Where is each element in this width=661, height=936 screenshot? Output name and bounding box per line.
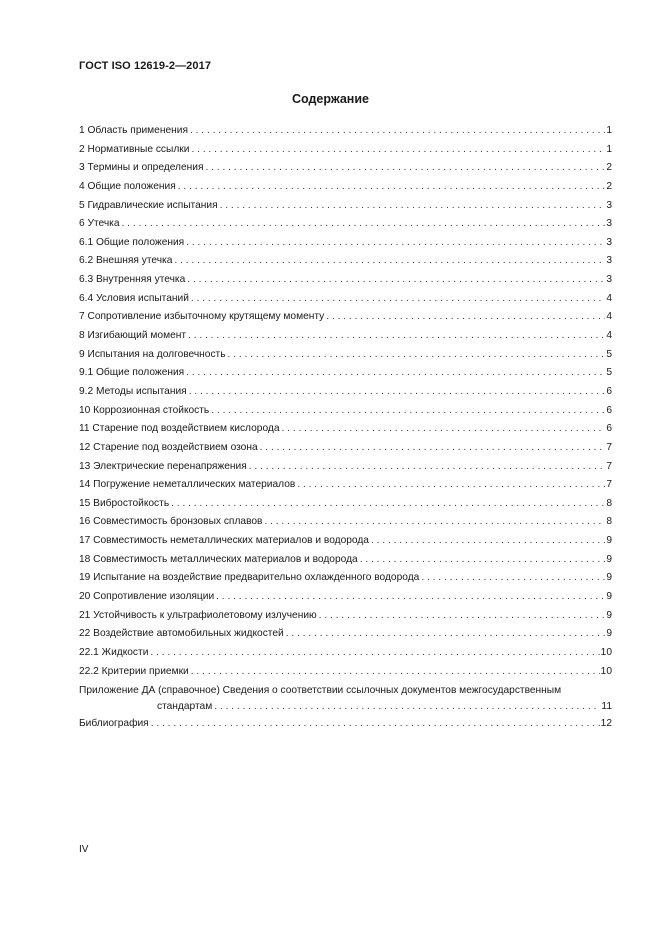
toc-entry-25[interactable] (79, 569, 612, 588)
toc-entry-22[interactable] (79, 513, 612, 532)
toc-leader-dots (264, 513, 605, 532)
toc-entry-1[interactable] (79, 122, 612, 141)
toc-entry-5[interactable] (79, 197, 612, 216)
toc-entry-4[interactable] (79, 178, 612, 197)
toc-entry-page: 11 (601, 701, 612, 713)
toc-entry-30[interactable] (79, 663, 612, 682)
toc-entry-24[interactable] (79, 551, 612, 570)
toc-leader-dots (191, 141, 605, 160)
toc-leader-dots (171, 495, 605, 514)
toc-entry-page: 9 (606, 572, 612, 584)
toc-leader-dots (174, 252, 605, 271)
toc-entry-page: 6 (606, 404, 612, 416)
toc-entry-page: 8 (606, 516, 612, 528)
toc-entry-label: 12 Старение под воздействием озона (79, 441, 258, 453)
toc-entry-page: 3 (606, 274, 612, 286)
toc-entry-8[interactable] (79, 252, 612, 271)
toc-entry-page: 5 (606, 348, 612, 360)
toc-entry-29[interactable] (79, 644, 612, 663)
toc-entry-label: 17 Совместимость неметаллических материалов и водорода (79, 535, 369, 547)
toc-entry-page: 7 (606, 441, 612, 453)
toc-entry-page: 2 (606, 162, 612, 174)
toc-leader-dots (421, 569, 605, 588)
toc-entry-15[interactable] (79, 383, 612, 402)
toc-entry-page: 1 (606, 125, 612, 136)
toc-entry-label: 8 Изгибающий момент (79, 330, 187, 342)
toc-leader-dots (189, 383, 606, 402)
toc-leader-dots (297, 476, 605, 495)
toc-entry-9[interactable] (79, 271, 612, 290)
toc-entry-label: 2 Нормативные ссылки (79, 143, 190, 155)
toc-entry-17[interactable] (79, 420, 612, 439)
toc-leader-dots (326, 308, 605, 327)
toc-entry-label: 1 Область применения (79, 125, 188, 136)
toc-entry-11[interactable] (79, 308, 612, 327)
toc-entry-page: 9 (606, 553, 612, 565)
toc-entry-7[interactable] (79, 234, 612, 253)
toc-entry-page: 3 (606, 236, 612, 248)
toc-leader-dots (216, 588, 605, 607)
toc-leader-dots (319, 607, 606, 626)
toc-leader-dots (360, 551, 606, 570)
toc-entry-20[interactable] (79, 476, 612, 495)
toc-entry-label: 3 Термины и определения (79, 162, 204, 174)
toc-entry-page: 9 (606, 535, 612, 547)
toc-entry-label: 16 Совместимость бронзовых сплавов (79, 516, 263, 528)
toc-entry-26[interactable] (79, 588, 612, 607)
document-code: ГОСТ ISO 12619-2—2017 (79, 60, 212, 72)
toc-leader-dots (191, 290, 605, 309)
toc-entry-12[interactable] (79, 327, 612, 346)
toc-entry-page: 7 (606, 479, 612, 491)
table-of-contents (79, 122, 612, 734)
toc-entry-label: 18 Совместимость металлических материалов и водорода (79, 553, 358, 565)
toc-leader-dots (371, 532, 605, 551)
toc-entry-label: 22.2 Критерии приемки (79, 665, 189, 677)
toc-entry-page: 4 (606, 292, 612, 304)
toc-entry-page: 3 (606, 218, 612, 230)
toc-entry-page: 2 (606, 180, 612, 192)
toc-entry-page: 9 (606, 591, 612, 603)
toc-entry-label: 22 Воздействие автомобильных жидкостей (79, 628, 284, 640)
toc-entry-page: 10 (600, 646, 612, 658)
toc-entry-page: 9 (606, 628, 612, 640)
toc-entry-27[interactable] (79, 607, 612, 626)
toc-entry-label: 6.2 Внешняя утечка (79, 255, 173, 267)
toc-entry-page: 4 (606, 311, 612, 323)
toc-entry-page: 9 (606, 609, 612, 621)
toc-entry-page: 3 (606, 199, 612, 211)
page-number: IV (79, 844, 89, 855)
toc-entry-14[interactable] (79, 364, 612, 383)
toc-leader-dots (151, 715, 600, 734)
toc-entry-21[interactable] (79, 495, 612, 514)
appendix-continuation (79, 699, 612, 715)
toc-entry-label: 6.3 Внутренняя утечка (79, 274, 186, 286)
toc-leader-dots (186, 364, 605, 383)
toc-leader-dots (249, 458, 606, 477)
toc-entry-18[interactable] (79, 439, 612, 458)
toc-leader-dots (286, 625, 606, 644)
toc-entry-page: 3 (606, 255, 612, 267)
appendix-title-continued: стандартам (157, 701, 213, 713)
toc-leader-dots (282, 420, 606, 439)
toc-entry-page: 5 (606, 367, 612, 379)
toc-leader-dots (220, 197, 606, 216)
toc-entry-19[interactable] (79, 458, 612, 477)
toc-entry-label: 15 Виброcтойкость (79, 497, 170, 509)
toc-entry-label: 10 Коррозионная стойкость (79, 404, 210, 416)
toc-entry-6[interactable] (79, 215, 612, 234)
toc-entry-label: 9.2 Методы испытания (79, 385, 187, 397)
toc-leader-dots (191, 663, 600, 682)
toc-entry-label: 9 Испытания на долговечность (79, 348, 226, 360)
toc-entry-page: 10 (600, 665, 612, 677)
toc-entry-page: 6 (606, 385, 612, 397)
toc-entry-label: 6.4 Условия испытаний (79, 292, 189, 304)
toc-entry-label: 20 Сопротивление изоляции (79, 591, 215, 603)
toc-entry-page: 7 (606, 460, 612, 472)
toc-entry-bibliography[interactable] (79, 715, 612, 734)
toc-entry-label: 5 Гидравлические испытания (79, 199, 218, 211)
toc-entry-label: 14 Погружение неметаллических материалов (79, 479, 296, 491)
toc-entry-page: 8 (606, 497, 612, 509)
appendix-title: Приложение ДА (справочное) Сведения о соответствии ссылочных документов межгосударственным (79, 685, 562, 697)
toc-entry-label: 13 Электрические перенапряжения (79, 460, 247, 472)
toc-entry-page: 6 (606, 423, 612, 435)
toc-entry-label: 6 Утечка (79, 218, 120, 230)
toc-leader-dots (260, 439, 606, 458)
toc-leader-dots (211, 402, 605, 421)
toc-entry-label: 19 Испытание на воздействие предварительно охлажденного водорода (79, 572, 420, 584)
toc-leader-dots (122, 215, 606, 234)
toc-leader-dots (205, 159, 605, 178)
toc-leader-dots (187, 271, 605, 290)
toc-leader-dots (188, 327, 605, 346)
toc-leader-dots (150, 644, 599, 663)
toc-entry-page: 4 (606, 330, 612, 342)
toc-entry-label: Библиография (79, 718, 149, 730)
toc-entry-13[interactable] (79, 346, 612, 365)
toc-entry-appendix[interactable] (79, 681, 612, 715)
toc-entry-label: 22.1 Жидкости (79, 646, 149, 658)
page-title: Содержание (291, 92, 369, 106)
toc-entry-label: 7 Сопротивление избыточному крутящему моменту (79, 311, 325, 323)
toc-entry-page: 1 (606, 143, 612, 155)
toc-entry-2[interactable] (79, 141, 612, 160)
toc-leader-dots (186, 234, 605, 253)
toc-entry-label: 4 Общие положения (79, 180, 176, 192)
toc-leader-dots (190, 122, 605, 141)
toc-leader-dots (214, 699, 600, 715)
toc-entry-23[interactable] (79, 532, 612, 551)
toc-entry-label: 9.1 Общие положения (79, 367, 185, 379)
toc-leader-dots (178, 178, 606, 197)
toc-entry-3[interactable] (79, 159, 612, 178)
toc-entry-label: 11 Старение под воздействием кислорода (79, 423, 280, 435)
toc-entry-label: 21 Устойчивость к ультрафиолетовому излучению (79, 609, 317, 621)
toc-entry-label: 6.1 Общие положения (79, 236, 185, 248)
toc-leader-dots (228, 346, 606, 365)
toc-entry-10[interactable] (79, 290, 612, 309)
toc-entry-28[interactable] (79, 625, 612, 644)
toc-entry-page: 12 (600, 718, 612, 730)
toc-entry-16[interactable] (79, 402, 612, 421)
